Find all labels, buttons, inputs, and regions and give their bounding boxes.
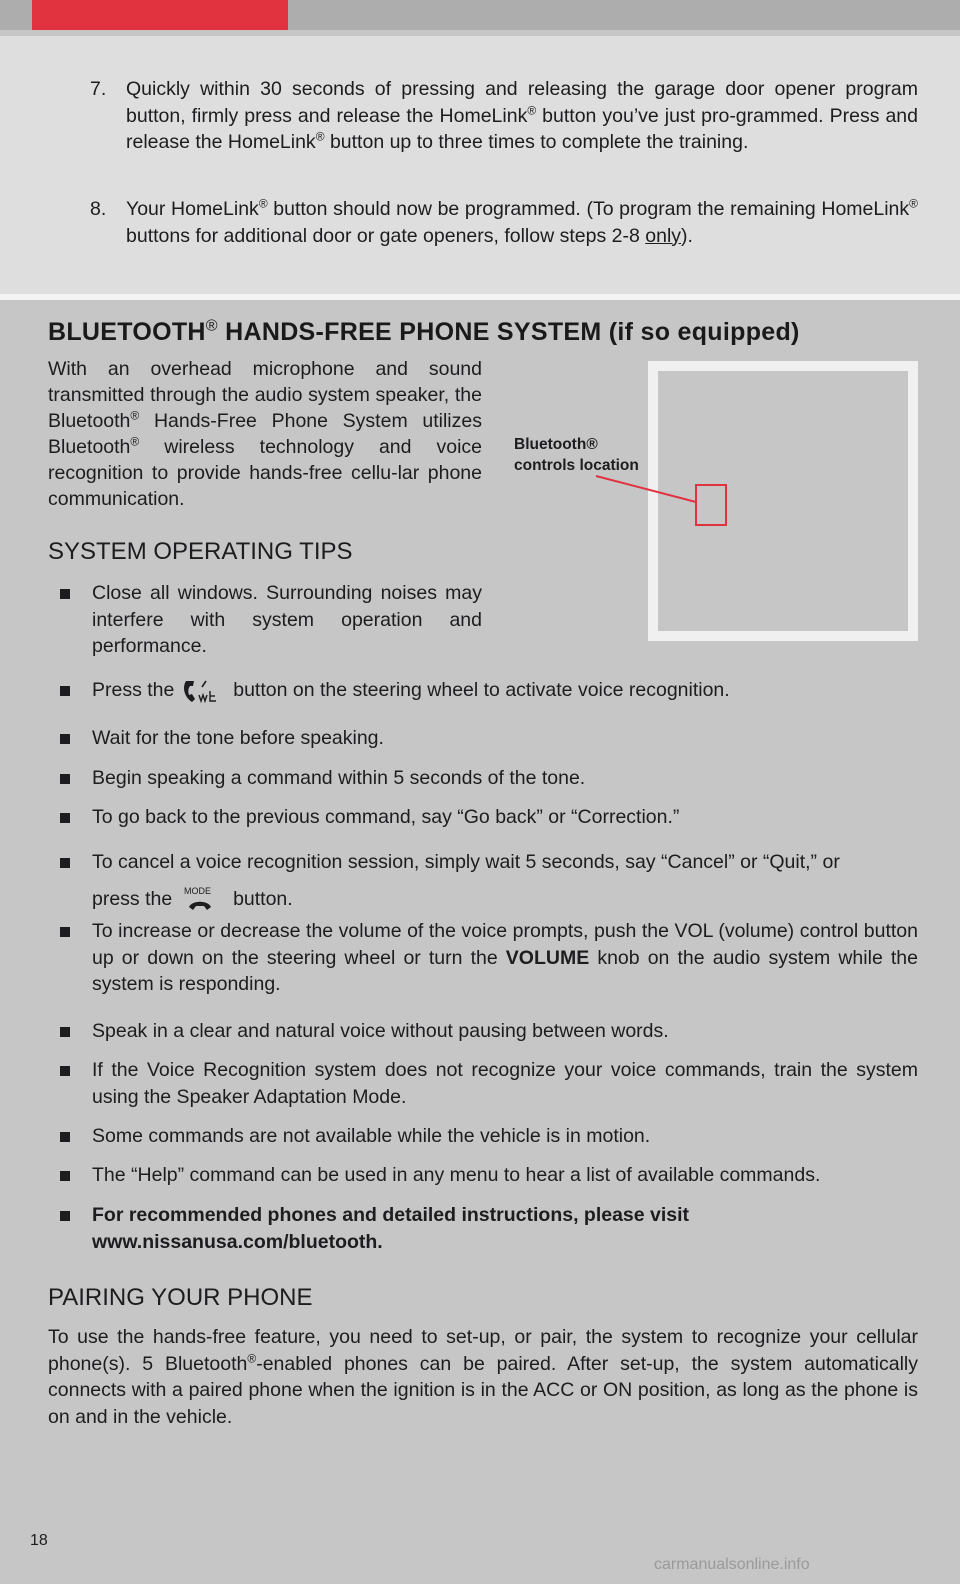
tip-item bbox=[60, 1057, 918, 1110]
registered-mark: ® bbox=[909, 196, 918, 211]
step-text: button up to three times to complete the training. bbox=[324, 131, 749, 153]
tip-item bbox=[60, 844, 918, 918]
step-text: Quickly within 30 seconds of pressing and releasing the garage door opener program button, firmly press and release the HomeLink bbox=[126, 78, 918, 127]
tip-text: The “Help” command can be used in any menu to hear a list of available commands. bbox=[92, 1164, 821, 1186]
mode-label: MODE bbox=[183, 885, 211, 896]
tip-text: Close all windows. Surrounding noises may interfere with system operation and performance. bbox=[92, 582, 482, 657]
tip-item bbox=[60, 804, 918, 831]
figure-label-line: Bluetooth® bbox=[514, 436, 598, 453]
tip-text: To cancel a voice recognition session, simply wait 5 seconds, say “Cancel” or “Quit,” or bbox=[92, 851, 840, 873]
tip-item bbox=[60, 1202, 918, 1255]
title-part: HANDS-FREE PHONE SYSTEM (if so equipped) bbox=[217, 318, 800, 346]
tip-item bbox=[60, 677, 918, 705]
bullet-icon bbox=[60, 774, 70, 784]
tip-item bbox=[60, 1162, 918, 1189]
step-text: buttons for additional door or gate openers, follow steps 2-8 bbox=[126, 224, 646, 247]
step-text: button should now be programmed. (To program the remaining HomeLink bbox=[267, 198, 910, 220]
registered-mark: ® bbox=[247, 1351, 257, 1365]
pairing-heading: PAIRING YOUR PHONE bbox=[48, 1284, 313, 1311]
watermark: carmanualsonline.info bbox=[654, 1556, 810, 1573]
step-text: Your HomeLink bbox=[126, 198, 259, 220]
tip-text: button. bbox=[233, 888, 293, 910]
bullet-icon bbox=[60, 1211, 70, 1221]
pairing-text: To use the hands-free feature, you need to set-up, or pair, the system to recognize your cellular phone(s). 5 Bluetooth bbox=[48, 1326, 918, 1375]
bullet-icon bbox=[60, 1132, 70, 1142]
tip-text: If the Voice Recognition system does not recognize your voice commands, train the system using the Speaker Adaptation Mode. bbox=[92, 1059, 918, 1108]
tip-text: Speak in a clear and natural voice without pausing between words. bbox=[92, 1020, 669, 1042]
tips-heading: SYSTEM OPERATING TIPS bbox=[48, 538, 353, 565]
tip-item bbox=[60, 725, 918, 752]
pairing-text: -enabled phones can be paired. After set-up, the system automatically connects with a paired phone when the ignition is in the ACC or ON position, as long as the phone is on and in the vehicle. bbox=[48, 1352, 918, 1428]
tip-item bbox=[60, 918, 918, 998]
bullet-icon bbox=[60, 927, 70, 937]
pairing-paragraph bbox=[48, 1324, 918, 1430]
bullet-icon bbox=[60, 813, 70, 823]
registered-mark: ® bbox=[258, 196, 268, 211]
tip-text: Press the bbox=[92, 679, 175, 702]
intro-text: With an overhead microphone and sound transmitted through the audio system speaker, the Bluetooth bbox=[48, 358, 482, 432]
registered-mark: ® bbox=[205, 317, 218, 335]
bullet-icon bbox=[60, 1066, 70, 1076]
talk-button-icon bbox=[180, 677, 228, 705]
step-text-underlined: only bbox=[645, 224, 682, 247]
intro-text: Hands-Free Phone System utilizes Bluetooth bbox=[48, 410, 482, 458]
tip-item bbox=[60, 1018, 918, 1045]
tip-item bbox=[60, 580, 482, 660]
step-number: 7. bbox=[90, 78, 107, 100]
tip-text: button on the steering wheel to activate voice recognition. bbox=[233, 679, 730, 702]
tip-text: To increase or decrease the volume of the voice prompts, push the VOL (volume) control button up or down on the steering wheel or turn the bbox=[92, 920, 918, 969]
tip-text-bold: For recommended phones and detailed instructions, please visit bbox=[92, 1204, 690, 1226]
tip-text: Some commands are not available while the vehicle is in motion. bbox=[92, 1125, 651, 1147]
bullet-icon bbox=[60, 686, 70, 696]
figure-label-line: controls location bbox=[514, 457, 639, 474]
title-part: BLUETOOTH bbox=[48, 318, 206, 346]
step-text: button you’ve just pro-grammed. Press and release the HomeLink bbox=[126, 104, 918, 153]
registered-mark: ® bbox=[130, 434, 140, 449]
page-number: 18 bbox=[30, 1532, 48, 1549]
bullet-icon bbox=[60, 1027, 70, 1037]
step-text: ). bbox=[681, 224, 693, 247]
tip-text: knob on the audio system while the system is responding. bbox=[92, 946, 918, 995]
tip-text: Wait for the tone before speaking. bbox=[92, 727, 384, 749]
mode-end-call-icon bbox=[178, 885, 228, 915]
bluetooth-controls-diagram-icon bbox=[0, 0, 960, 600]
intro-text: wireless technology and voice recognition to provide hands-free cellu-lar phone communication. bbox=[48, 436, 482, 510]
tip-text: Begin speaking a command within 5 seconds of the tone. bbox=[92, 767, 586, 789]
tip-text-bold: VOLUME bbox=[505, 946, 590, 969]
bullet-icon bbox=[60, 734, 70, 744]
registered-mark: ® bbox=[315, 129, 325, 144]
bullet-icon bbox=[60, 589, 70, 599]
step-number: 8. bbox=[90, 198, 107, 220]
bullet-icon bbox=[60, 1171, 70, 1181]
registered-mark: ® bbox=[130, 408, 140, 423]
registered-mark: ® bbox=[527, 103, 537, 117]
tip-item bbox=[60, 1123, 918, 1150]
bullet-icon bbox=[60, 858, 70, 868]
tip-item bbox=[60, 765, 918, 792]
bluetooth-url-link[interactable]: www.nissanusa.com/bluetooth. bbox=[92, 1230, 383, 1253]
tip-text: To go back to the previous command, say “Go back” or “Correction.” bbox=[92, 806, 680, 828]
tip-text: press the bbox=[92, 888, 173, 910]
